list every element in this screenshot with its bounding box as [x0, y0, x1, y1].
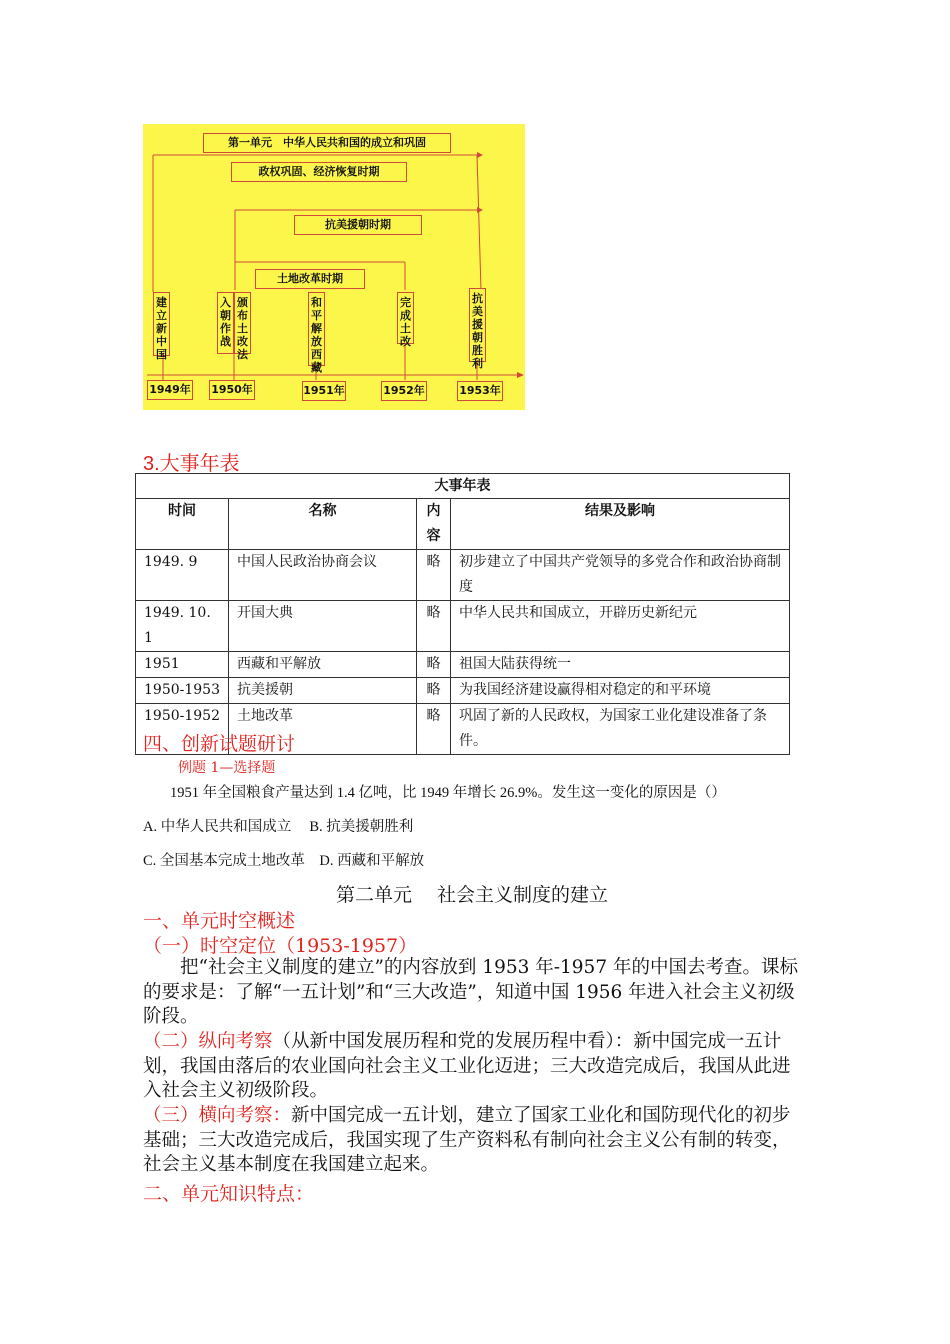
cell-time: 1950-1952 [136, 704, 229, 755]
cell-time: 1949. 10. 1 [136, 601, 229, 652]
year-1953: 1953年 [457, 381, 503, 401]
table-row [136, 601, 790, 652]
section4-heading: 四、创新试题研讨 [143, 733, 296, 755]
example-label: 例题 1—选择题 [178, 760, 276, 776]
cell-result: 祖国大陆获得统一 [451, 652, 790, 678]
header-result: 结果及影响 [451, 499, 790, 550]
unit2-paragraph-vertical [143, 1030, 807, 1104]
unit2-paragraph-horizontal [143, 1104, 807, 1178]
horizontal-heading: （三）横向考察： [143, 1105, 292, 1126]
cell-time: 1950-1953 [136, 678, 229, 704]
vertical-text: （从新中国发展历程和党的发展历程中看）：新中国完成一五计划，我国由落后的农业国向社会主义工业化迈进；三大改造完成后，我国从此进入社会主义初级阶段。 [143, 1031, 791, 1101]
period-korea-box: 抗美援朝时期 [294, 215, 422, 235]
table-title: 大事年表 [136, 474, 790, 499]
timeline-diagram [143, 124, 525, 410]
vertical-heading: （二）纵向考察 [143, 1031, 273, 1052]
header-content: 内容 [417, 499, 451, 550]
options-line-1: A. 中华人民共和国成立 B. 抗美援朝胜利 [143, 819, 414, 835]
cell-name: 开国大典 [229, 601, 417, 652]
options-line-2: C. 全国基本完成土地改革 D. 西藏和平解放 [143, 853, 425, 869]
section3-heading: 3.大事年表 [143, 453, 240, 475]
table-row [136, 550, 790, 601]
question-text: 1951 年全国粮食产量达到 1.4 亿吨，比 1949 年增长 26.9%。发生这一变化的原因是（） [170, 785, 726, 801]
period-recovery-box: 政权巩固、经济恢复时期 [231, 162, 407, 182]
event-land-law: 颁布土改法 [234, 292, 251, 354]
cell-time: 1949. 9 [136, 550, 229, 601]
cell-result: 巩固了新的人民政权，为国家工业化建设准备了条件。 [451, 704, 790, 755]
event-korea-victory: 抗美援朝胜利 [469, 288, 486, 362]
cell-name: 西藏和平解放 [229, 652, 417, 678]
cell-content: 略 [417, 601, 451, 652]
year-1950: 1950年 [209, 380, 255, 400]
cell-result: 为我国经济建设赢得相对稳定的和平环境 [451, 678, 790, 704]
table-title-row [136, 474, 790, 499]
cell-name: 土地改革 [229, 704, 417, 755]
cell-content: 略 [417, 704, 451, 755]
event-tibet: 和平解放西藏 [308, 292, 325, 366]
header-name: 名称 [229, 499, 417, 550]
table-row [136, 678, 790, 704]
unit2-paragraph-positioning: 把“社会主义制度的建立”的内容放到 1953 年-1957 年的中国去考查。课标的要求是：了解“一五计划”和“三大改造”，知道中国 1956 年进入社会主义初级阶段。 [143, 957, 798, 1027]
year-1952: 1952年 [381, 381, 427, 401]
cell-content: 略 [417, 678, 451, 704]
header-time: 时间 [136, 499, 229, 550]
event-enter-korea: 入朝作战 [217, 292, 234, 354]
unit-title-box: 第一单元 中华人民共和国的成立和巩固 [203, 133, 451, 153]
cell-result: 中华人民共和国成立，开辟历史新纪元 [451, 601, 790, 652]
cell-result: 初步建立了中国共产党领导的多党合作和政治协商制度 [451, 550, 790, 601]
cell-name: 中国人民政治协商会议 [229, 550, 417, 601]
cell-time: 1951 [136, 652, 229, 678]
unit2-heading-positioning: （一）时空定位（1953-1957） [143, 935, 418, 957]
cell-content: 略 [417, 550, 451, 601]
period-land-box: 土地改革时期 [255, 269, 365, 289]
events-table [135, 473, 790, 755]
cell-name: 抗美援朝 [229, 678, 417, 704]
unit2-heading-overview: 一、单元时空概述 [143, 910, 296, 932]
year-1951: 1951年 [302, 381, 346, 401]
event-found-prc: 建立新中国 [153, 292, 170, 356]
unit2-title: 第二单元 社会主义制度的建立 [336, 884, 609, 906]
horizontal-text: 新中国完成一五计划，建立了国家工业化和国防现代化的初步基础；三大改造完成后，我国实现了生产资料私有制向社会主义公有制的转变，社会主义基本制度在我国建立起来。 [143, 1105, 791, 1175]
table-header-row [136, 499, 790, 550]
cell-content: 略 [417, 652, 451, 678]
unit2-heading-features: 二、单元知识特点： [143, 1183, 315, 1205]
event-land-complete: 完成土改 [397, 292, 414, 344]
table-row [136, 652, 790, 678]
year-1949: 1949年 [147, 380, 193, 400]
